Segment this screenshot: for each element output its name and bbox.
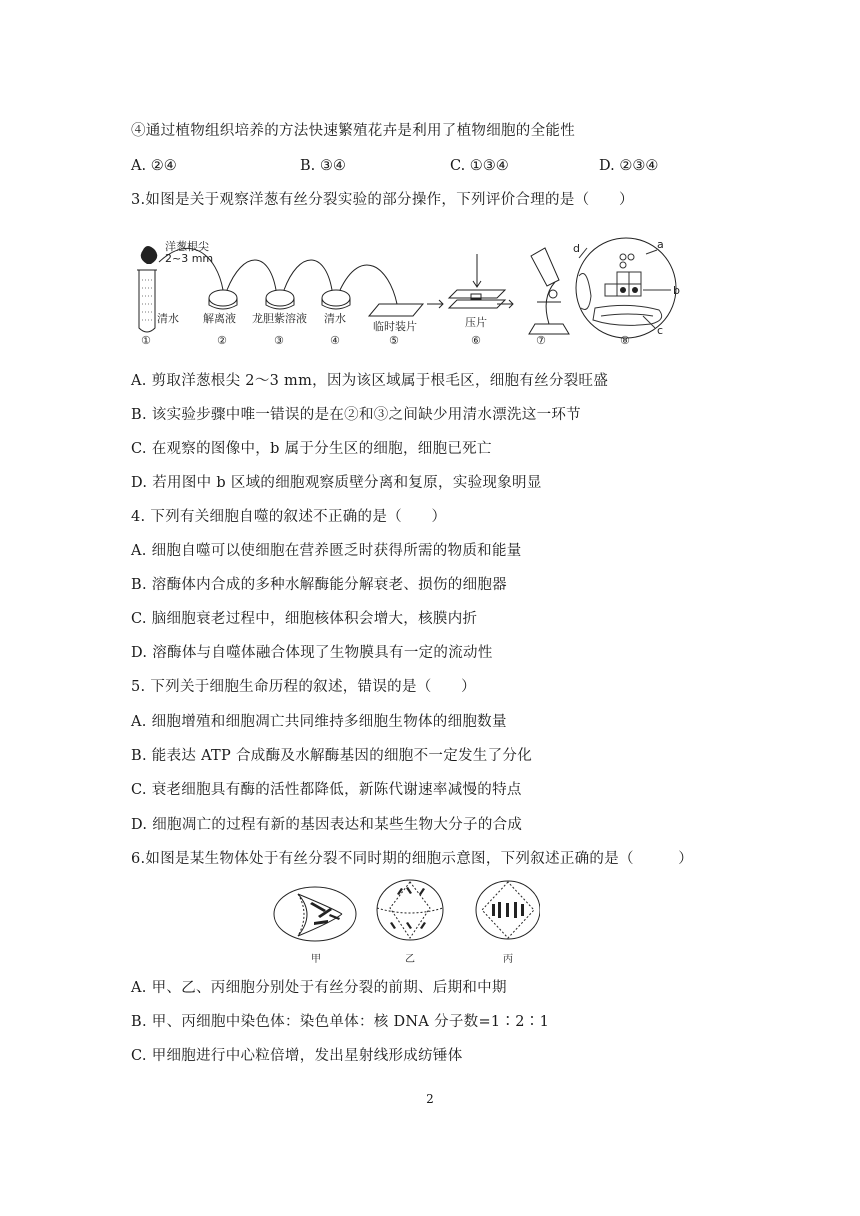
label-length: 2~3 mm [165, 252, 214, 265]
q5-option-d[interactable]: D. 细胞凋亡的过程有新的基因表达和某些生物大分子的合成 [131, 817, 523, 833]
label-b: b [673, 284, 680, 297]
q5-option-a[interactable]: A. 细胞增殖和细胞凋亡共同维持多细胞生物体的细胞数量 [131, 714, 507, 730]
label-water-1: 清水 [157, 312, 179, 325]
step-2: ② [217, 334, 227, 347]
q5-stem: 5. 下列关于细胞生命历程的叙述，错误的是（ ） [131, 679, 476, 695]
q6-option-c[interactable]: C. 甲细胞进行中心粒倍增，发出星射线形成纺锤体 [131, 1048, 463, 1064]
q5-option-b[interactable]: B. 能表达 ATP 合成酶及水解酶基因的细胞不一定发生了分化 [131, 748, 532, 764]
q3-option-b[interactable]: B. 该实验步骤中唯一错误的是在②和③之间缺少用清水漂洗这一环节 [131, 407, 581, 423]
label-water-2: 清水 [324, 312, 346, 325]
q2-option-d[interactable]: D. ②③④ [599, 158, 659, 174]
label-c: c [657, 324, 664, 337]
q6-option-a[interactable]: A. 甲、乙、丙细胞分别处于有丝分裂的前期、后期和中期 [131, 980, 507, 996]
label-yi: 乙 [405, 954, 415, 965]
label-d: d [573, 242, 580, 255]
q5-option-c[interactable]: C. 衰老细胞具有酶的活性都降低，新陈代谢速率减慢的特点 [131, 782, 522, 798]
q4-option-a[interactable]: A. 细胞自噬可以使细胞在营养匮乏时获得所需的物质和能量 [131, 543, 522, 559]
q3-figure [131, 236, 697, 348]
label-dissociation: 解离液 [203, 312, 236, 325]
label-stain: 龙胆紫溶液 [252, 312, 307, 325]
label-root-tip: 洋葱根尖 [165, 240, 209, 253]
q3-option-d[interactable]: D. 若用图中 b 区域的细胞观察质壁分离和复原，实验现象明显 [131, 475, 542, 491]
step-3: ③ [274, 334, 284, 347]
q3-stem: 3.如图是关于观察洋葱有丝分裂实验的部分操作，下列评价合理的是（ ） [131, 192, 634, 208]
q3-option-c[interactable]: C. 在观察的图像中，b 属于分生区的细胞，细胞已死亡 [131, 441, 492, 457]
statement-4: ④通过植物组织培养的方法快速繁殖花卉是利用了植物细胞的全能性 [131, 123, 575, 139]
q2-option-c[interactable]: C. ①③④ [450, 158, 509, 174]
q3-option-a[interactable]: A. 剪取洋葱根尖 2～3 mm，因为该区域属于根毛区，细胞有丝分裂旺盛 [131, 373, 609, 389]
q2-option-b[interactable]: B. ③④ [300, 158, 346, 174]
step-7: ⑦ [536, 334, 546, 347]
label-press: 压片 [465, 316, 487, 329]
q4-option-c[interactable]: C. 脑细胞衰老过程中，细胞核体积会增大，核膜内折 [131, 611, 478, 627]
step-1: ① [141, 334, 151, 347]
label-mount: 临时装片 [373, 320, 417, 333]
q6-option-b[interactable]: B. 甲、丙细胞中染色体：染色单体：核 DNA 分子数=1∶2∶1 [131, 1014, 550, 1030]
label-jia: 甲 [311, 954, 321, 965]
label-a: a [657, 238, 664, 251]
label-bing: 丙 [503, 954, 513, 965]
step-8: ⑧ [620, 334, 630, 347]
q4-option-d[interactable]: D. 溶酶体与自噬体融合体现了生物膜具有一定的流动性 [131, 645, 493, 661]
q6-figure [270, 878, 540, 968]
q2-options [131, 156, 691, 176]
q6-stem: 6.如图是某生物体处于有丝分裂不同时期的细胞示意图，下列叙述正确的是（ ） [131, 851, 694, 867]
step-5: ⑤ [389, 334, 399, 347]
q4-option-b[interactable]: B. 溶酶体内合成的多种水解酶能分解衰老、损伤的细胞器 [131, 577, 507, 593]
step-6: ⑥ [471, 334, 481, 347]
q4-stem: 4. 下列有关细胞自噬的叙述不正确的是（ ） [131, 509, 447, 525]
page-number: 2 [426, 1092, 434, 1106]
step-4: ④ [330, 334, 340, 347]
q2-option-a[interactable]: A. ②④ [131, 158, 177, 174]
